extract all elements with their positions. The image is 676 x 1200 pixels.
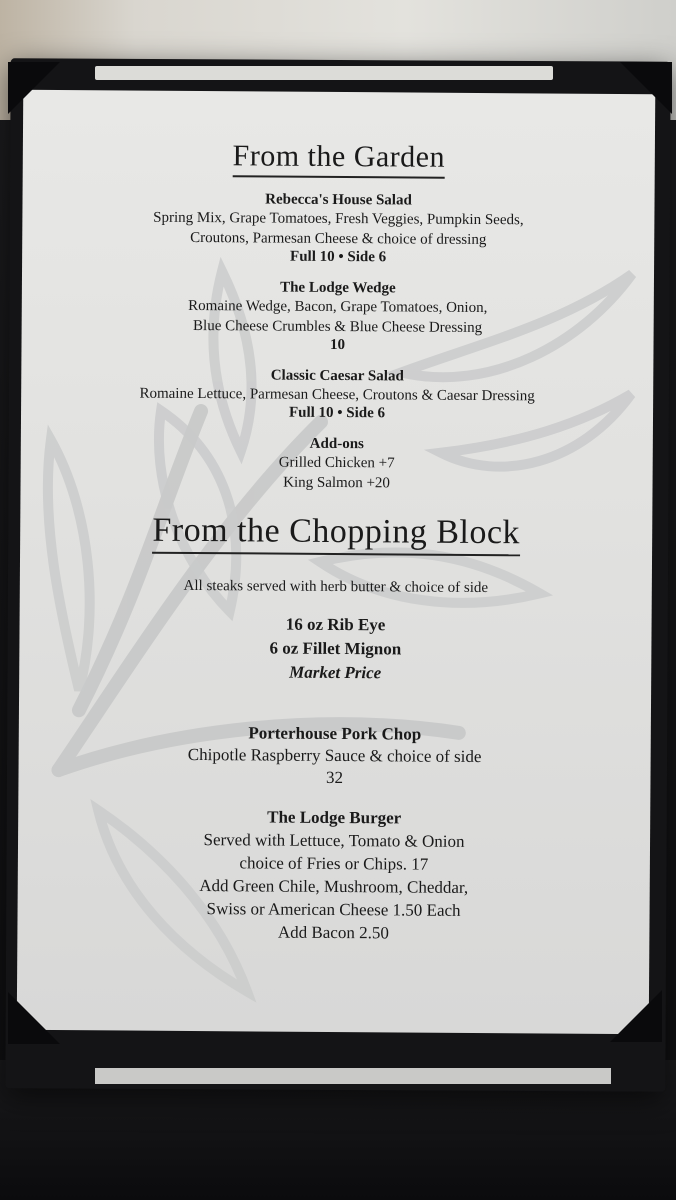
menu-content [17,90,655,946]
burger-line: Swiss or American Cheese 1.50 Each [206,899,461,920]
item-price: 32 [325,767,344,788]
folder-corner-bottom-right [610,990,662,1042]
burger-line: choice of Fries or Chips. 17 [239,853,429,874]
item-desc: Croutons, Parmesan Cheese & choice of dressing [190,229,487,249]
steak-item: 16 oz Rib Eye [285,614,386,635]
item-name-caesar-salad: Classic Caesar Salad [270,367,404,385]
menu-page [17,90,656,1034]
steak-item: 6 oz Fillet Mignon [269,638,402,659]
item-desc: Spring Mix, Grape Tomatoes, Fresh Veggies, Pumpkin Seeds, [153,209,524,229]
item-desc: Romaine Wedge, Bacon, Grape Tomatoes, Onion, [188,297,488,317]
folder-corner-top-left [8,62,60,114]
addon-line: Grilled Chicken +7 [278,454,395,472]
item-price: 10 [329,336,346,354]
item-desc: Chipotle Raspberry Sauce & choice of side [187,744,482,767]
burger-line: Add Bacon 2.50 [277,922,389,943]
burger-line: Served with Lettuce, Tomato & Onion [203,830,465,851]
section-title-garden: From the Garden [232,139,445,178]
item-name-pork-chop: Porterhouse Pork Chop [248,723,422,744]
section-title-chopping-block: From the Chopping Block [152,512,520,557]
folder-corner-top-right [620,62,672,114]
burger-line: Add Green Chile, Mushroom, Cheddar, [199,876,469,897]
item-price: Full 10 • Side 6 [288,404,386,422]
steak-note: All steaks served with herb butter & choice of side [183,577,489,597]
item-desc: Romaine Lettuce, Parmesan Cheese, Croutons & Caesar Dressing [139,385,535,405]
folder-corner-bottom-left [8,992,60,1044]
menu-insert-edge-bottom [95,1068,611,1084]
item-desc: Blue Cheese Crumbles & Blue Cheese Dressing [193,317,483,337]
menu-insert-edge-top [95,66,553,80]
item-name-lodge-burger: The Lodge Burger [267,807,402,828]
addons-heading: Add-ons [309,435,364,453]
steak-price: Market Price [289,662,382,683]
item-name-lodge-wedge: The Lodge Wedge [280,279,396,297]
addon-line: King Salmon +20 [283,474,390,492]
item-name-house-salad: Rebecca's House Salad [265,191,412,209]
item-price: Full 10 • Side 6 [290,248,387,266]
